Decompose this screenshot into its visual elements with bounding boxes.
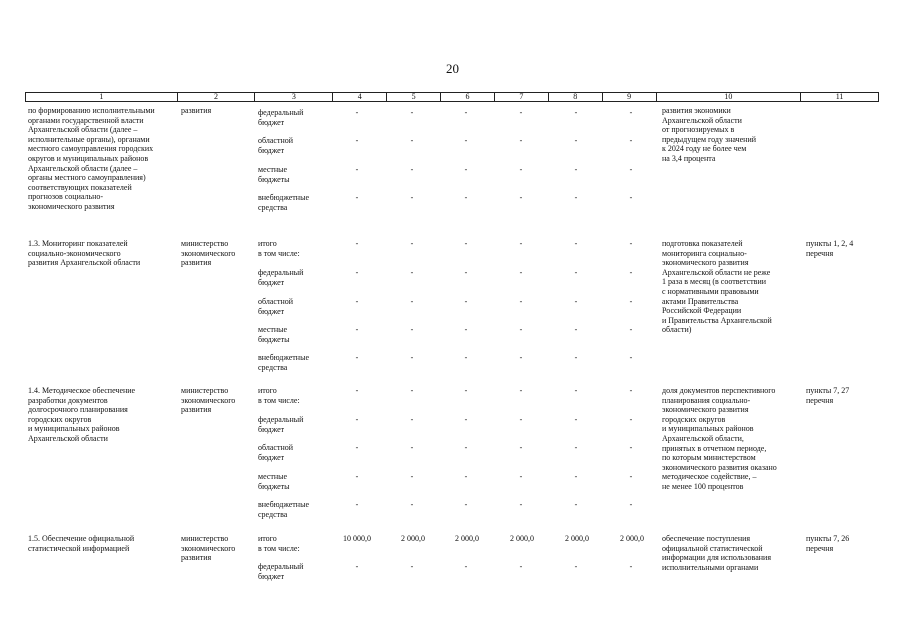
activity-cell: 1.5. Обеспечение официальной статистической информацией xyxy=(28,534,135,553)
empty-value-dash: - xyxy=(355,325,359,334)
empty-value-dash: - xyxy=(519,353,523,362)
empty-value-dash: - xyxy=(629,268,633,277)
empty-value-dash: - xyxy=(574,239,578,248)
header-col-5: 5 xyxy=(387,93,441,101)
empty-value-dash: - xyxy=(464,325,468,334)
empty-value-dash: - xyxy=(629,415,633,424)
total-value: 2 000,0 xyxy=(620,534,644,543)
empty-value-dash: - xyxy=(574,325,578,334)
funding-source: областной бюджет xyxy=(258,297,294,316)
empty-value-dash: - xyxy=(410,136,414,145)
empty-value-dash: - xyxy=(410,562,414,571)
empty-value-dash: - xyxy=(629,443,633,452)
empty-value-dash: - xyxy=(355,268,359,277)
empty-value-dash: - xyxy=(519,415,523,424)
funding-source: местные бюджеты xyxy=(258,325,290,344)
empty-value-dash: - xyxy=(410,268,414,277)
activity-cell: 1.4. Методическое обеспечение разработки документов долгосрочного планирования городских округов и муниципальных районов Архангельской области xyxy=(28,386,136,443)
funding-source: областной бюджет xyxy=(258,443,294,462)
funding-source: итого в том числе: xyxy=(258,386,300,405)
empty-value-dash: - xyxy=(519,472,523,481)
empty-value-dash: - xyxy=(519,239,523,248)
funding-source: внебюджетные средства xyxy=(258,193,309,212)
header-col-11: 11 xyxy=(835,92,844,101)
empty-value-dash: - xyxy=(519,443,523,452)
empty-value-dash: - xyxy=(629,353,633,362)
executor-cell: министерство экономического развития xyxy=(181,534,236,563)
empty-value-dash: - xyxy=(519,297,523,306)
empty-value-dash: - xyxy=(519,268,523,277)
header-col-7: 7 xyxy=(495,93,549,101)
empty-value-dash: - xyxy=(464,353,468,362)
reference-cell: пункты 7, 26 перечня xyxy=(806,534,850,553)
header-col-10: 10 xyxy=(657,93,802,101)
empty-value-dash: - xyxy=(410,500,414,509)
empty-value-dash: - xyxy=(519,193,523,202)
empty-value-dash: - xyxy=(629,297,633,306)
empty-value-dash: - xyxy=(355,108,359,117)
empty-value-dash: - xyxy=(355,136,359,145)
page-number: 20 xyxy=(446,61,459,76)
empty-value-dash: - xyxy=(464,562,468,571)
indicator-cell: обеспечение поступления официальной статистической информации для использования исполнительными органами xyxy=(662,534,771,572)
indicator-cell: развития экономики Архангельской области от прогнозируемых в предыдущем году значений к 2024 году не более чем на 3,4 процента xyxy=(662,106,757,163)
header-col-8: 8 xyxy=(549,93,603,101)
empty-value-dash: - xyxy=(629,562,633,571)
empty-value-dash: - xyxy=(464,500,468,509)
empty-value-dash: - xyxy=(629,108,633,117)
empty-value-dash: - xyxy=(574,353,578,362)
empty-value-dash: - xyxy=(410,193,414,202)
funding-source: областной бюджет xyxy=(258,136,294,155)
empty-value-dash: - xyxy=(410,297,414,306)
empty-value-dash: - xyxy=(464,472,468,481)
header-col-4: 4 xyxy=(333,93,387,101)
empty-value-dash: - xyxy=(629,193,633,202)
empty-value-dash: - xyxy=(355,165,359,174)
empty-value-dash: - xyxy=(355,239,359,248)
empty-value-dash: - xyxy=(464,386,468,395)
empty-value-dash: - xyxy=(574,386,578,395)
empty-value-dash: - xyxy=(464,193,468,202)
reference-cell: пункты 1, 2, 4 перечня xyxy=(806,239,854,258)
funding-source: местные бюджеты xyxy=(258,472,290,491)
empty-value-dash: - xyxy=(464,108,468,117)
empty-value-dash: - xyxy=(574,108,578,117)
total-value: 2 000,0 xyxy=(455,534,479,543)
empty-value-dash: - xyxy=(464,443,468,452)
funding-source: федеральный бюджет xyxy=(258,108,304,127)
empty-value-dash: - xyxy=(629,500,633,509)
empty-value-dash: - xyxy=(519,500,523,509)
empty-value-dash: - xyxy=(574,415,578,424)
empty-value-dash: - xyxy=(574,297,578,306)
empty-value-dash: - xyxy=(464,415,468,424)
empty-value-dash: - xyxy=(410,386,414,395)
empty-value-dash: - xyxy=(519,165,523,174)
empty-value-dash: - xyxy=(464,136,468,145)
empty-value-dash: - xyxy=(574,268,578,277)
funding-source: итого в том числе: xyxy=(258,239,300,258)
total-value: 2 000,0 xyxy=(565,534,589,543)
empty-value-dash: - xyxy=(574,193,578,202)
empty-value-dash: - xyxy=(355,297,359,306)
funding-source: внебюджетные средства xyxy=(258,353,309,372)
empty-value-dash: - xyxy=(410,443,414,452)
empty-value-dash: - xyxy=(519,108,523,117)
empty-value-dash: - xyxy=(355,353,359,362)
empty-value-dash: - xyxy=(629,239,633,248)
indicator-cell: доля документов перспективного планирования социально- экономического развития городских округов и муниципальных районов Архангельской области, принятых в отчетном периоде, по которым министерством экономического развития оказано методическое содействие, – не менее 100 процентов xyxy=(662,386,777,491)
funding-source: федеральный бюджет xyxy=(258,268,304,287)
activity-cell: по формированию исполнительными органами государственной власти Архангельской области (далее – исполнительные органы), органами местного самоуправления городских округов и муниципальных районов Архангельской области (далее – органы местного самоуправления) соответствующих показателей прогнозов социально- экономического развития xyxy=(28,106,155,211)
header-col-1: 1 xyxy=(26,93,178,101)
empty-value-dash: - xyxy=(629,136,633,145)
executor-cell: министерство экономического развития xyxy=(181,386,236,415)
empty-value-dash: - xyxy=(410,415,414,424)
header-col-2: 2 xyxy=(178,93,256,101)
empty-value-dash: - xyxy=(355,415,359,424)
header-col-9: 9 xyxy=(603,93,657,101)
empty-value-dash: - xyxy=(464,239,468,248)
empty-value-dash: - xyxy=(519,136,523,145)
empty-value-dash: - xyxy=(574,472,578,481)
empty-value-dash: - xyxy=(410,472,414,481)
empty-value-dash: - xyxy=(464,268,468,277)
empty-value-dash: - xyxy=(410,239,414,248)
total-value: 2 000,0 xyxy=(401,534,425,543)
empty-value-dash: - xyxy=(355,193,359,202)
empty-value-dash: - xyxy=(410,165,414,174)
total-value: 10 000,0 xyxy=(343,534,371,543)
empty-value-dash: - xyxy=(519,386,523,395)
funding-source: федеральный бюджет xyxy=(258,415,304,434)
empty-value-dash: - xyxy=(519,562,523,571)
table-header xyxy=(25,92,879,102)
empty-value-dash: - xyxy=(410,353,414,362)
empty-value-dash: - xyxy=(629,386,633,395)
empty-value-dash: - xyxy=(355,386,359,395)
empty-value-dash: - xyxy=(355,500,359,509)
empty-value-dash: - xyxy=(410,108,414,117)
executor-cell: развития xyxy=(181,106,212,115)
funding-source: местные бюджеты xyxy=(258,165,290,184)
header-col-6: 6 xyxy=(441,93,495,101)
empty-value-dash: - xyxy=(574,500,578,509)
executor-cell: министерство экономического развития xyxy=(181,239,236,268)
empty-value-dash: - xyxy=(410,325,414,334)
empty-value-dash: - xyxy=(355,443,359,452)
empty-value-dash: - xyxy=(629,165,633,174)
empty-value-dash: - xyxy=(574,136,578,145)
funding-source: итого в том числе: xyxy=(258,534,300,553)
activity-cell: 1.3. Мониторинг показателей социально-экономического развития Архангельской области xyxy=(28,239,141,268)
empty-value-dash: - xyxy=(629,472,633,481)
empty-value-dash: - xyxy=(355,472,359,481)
empty-value-dash: - xyxy=(519,325,523,334)
header-col-3: 3 xyxy=(255,93,333,101)
empty-value-dash: - xyxy=(464,165,468,174)
empty-value-dash: - xyxy=(574,562,578,571)
total-value: 2 000,0 xyxy=(510,534,534,543)
funding-source: федеральный бюджет xyxy=(258,562,304,581)
empty-value-dash: - xyxy=(355,562,359,571)
empty-value-dash: - xyxy=(574,165,578,174)
empty-value-dash: - xyxy=(629,325,633,334)
indicator-cell: подготовка показателей мониторинга социально- экономического развития Архангельской области не реже 1 раза в месяц (в соответствии с нормативными правовыми актами Правительства Российской Федерации и Правительства Архангельской области) xyxy=(662,239,772,335)
reference-cell: пункты 7, 27 перечня xyxy=(806,386,850,405)
empty-value-dash: - xyxy=(464,297,468,306)
empty-value-dash: - xyxy=(574,443,578,452)
funding-source: внебюджетные средства xyxy=(258,500,309,519)
